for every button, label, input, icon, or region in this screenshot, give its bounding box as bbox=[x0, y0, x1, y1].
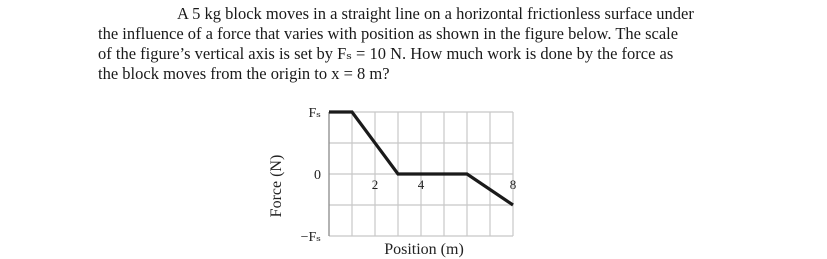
problem-line-2: the influence of a force that varies with position as shown in the figure below. The scale bbox=[98, 24, 679, 43]
problem-line-1: A 5 kg block moves in a straight line on a horizontal frictionless surface under bbox=[177, 4, 694, 23]
x-tick-label: 2 bbox=[371, 177, 379, 192]
x-tick-label: 8 bbox=[509, 177, 517, 192]
x-axis-label: Position (m) bbox=[384, 241, 464, 258]
problem-line-3: of the figure’s vertical axis is set by Fₛ = 10 N. How much work is done by the force as bbox=[98, 44, 674, 63]
y-tick-label: −Fₛ bbox=[300, 230, 321, 245]
y-tick-label: 0 bbox=[314, 168, 321, 183]
y-tick-label: Fₛ bbox=[308, 106, 321, 121]
x-tick-label: 4 bbox=[417, 177, 425, 192]
problem-line-4: the block moves from the origin to x = 8 m? bbox=[98, 64, 390, 83]
y-axis-label: Force (N) bbox=[268, 154, 285, 218]
